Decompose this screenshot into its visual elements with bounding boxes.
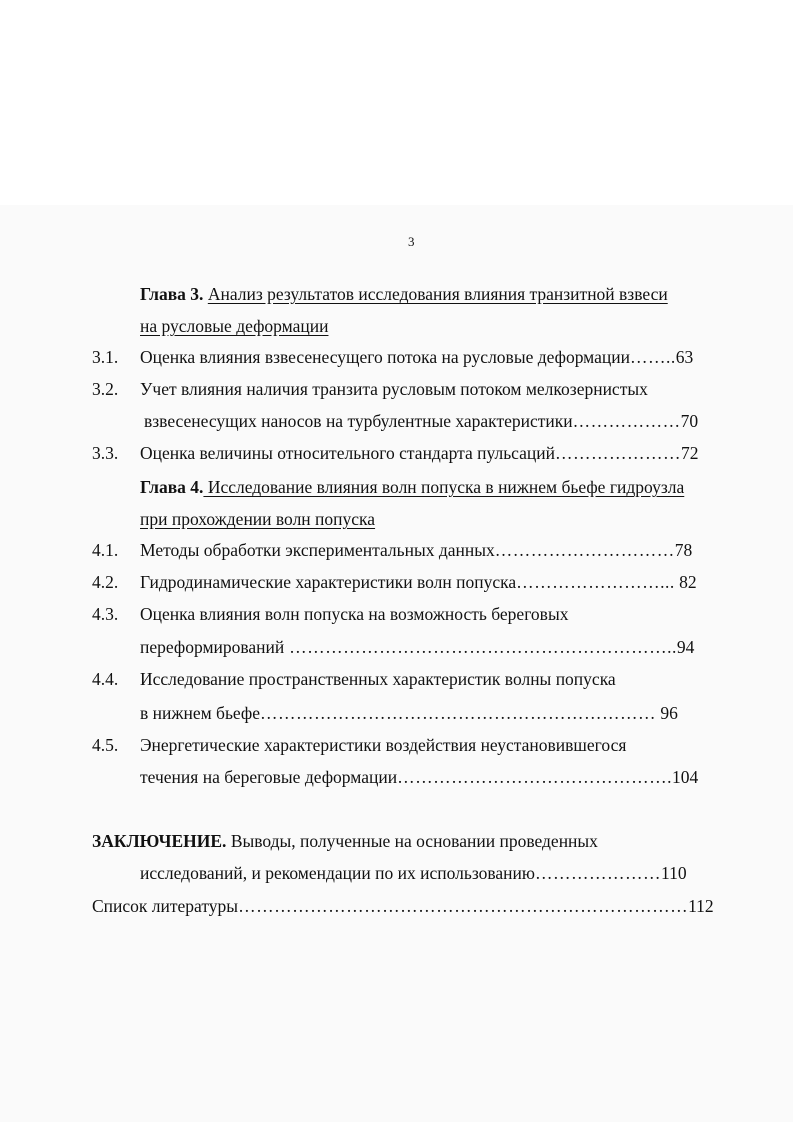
toc-item-number: 3.1.: [92, 347, 119, 367]
conclusion-page: 110: [660, 863, 687, 883]
toc-dots: …………………………………………………………………: [238, 896, 689, 916]
toc-item-number: 4.3.: [92, 604, 119, 624]
chapter3-label: Глава 3.: [140, 284, 204, 304]
toc-item-number: 4.1.: [92, 540, 119, 560]
toc-item-number: 3.2.: [92, 379, 119, 399]
toc-dots: …………………: [555, 443, 682, 463]
chapter4-title-line2: при прохождении волн попуска: [140, 509, 376, 529]
toc-item[interactable]: [140, 442, 699, 464]
toc-item-text-cont: взвесенесущих наносов на турбулентные характеристики: [144, 411, 573, 431]
toc-item-text[interactable]: Оценка влияния волн попуска на возможность береговых: [140, 604, 569, 624]
toc-item-text: Оценка величины относительного стандарта пульсаций: [140, 443, 556, 463]
toc-dots: ………………: [572, 411, 681, 431]
toc-item-text[interactable]: Энергетические характеристики воздействия неустановившегося: [140, 735, 627, 755]
toc-item-page: 63: [675, 347, 694, 367]
toc-dots: ………………………………………………………..: [284, 637, 677, 657]
conclusion-text: Выводы, полученные на основании проведенных: [226, 831, 598, 851]
toc-item-page: 94: [676, 637, 695, 657]
references-item[interactable]: [92, 895, 714, 917]
toc-dots: …………………………………………………………: [260, 703, 657, 723]
chapter3-title-line2: на русловые деформации: [140, 316, 329, 336]
toc-item[interactable]: [140, 702, 678, 724]
chapter3-title-line1: Анализ результатов исследования влияния транзитной взвеси: [207, 284, 668, 304]
toc-item-number: 4.2.: [92, 572, 119, 592]
toc-item[interactable]: [140, 571, 697, 593]
conclusion-heading[interactable]: [92, 830, 598, 852]
toc-item-text[interactable]: Учет влияния наличия транзита русловым потоком мелкозернистых: [140, 379, 648, 399]
toc-item[interactable]: [140, 346, 693, 368]
toc-item[interactable]: [140, 862, 687, 884]
toc-item[interactable]: [140, 766, 698, 788]
toc-item[interactable]: [140, 636, 694, 658]
scanned-page-area: [0, 205, 793, 1122]
toc-item-page: 96: [656, 703, 678, 723]
references-text: Список литературы: [92, 896, 239, 916]
toc-item-number: 4.5.: [92, 735, 119, 755]
toc-dots: ……..: [630, 347, 676, 367]
toc-dots: ……………………...: [516, 572, 675, 592]
toc-item-page: 78: [674, 540, 693, 560]
toc-item-text-cont: в нижнем бьефе: [140, 703, 261, 723]
toc-item-number: 3.3.: [92, 443, 119, 463]
references-page: 112: [688, 896, 714, 916]
toc-item-text: Оценка влияния взвесенесущего потока на русловые деформации: [140, 347, 630, 367]
toc-item-page: 70: [680, 411, 699, 431]
toc-item-page: 82: [674, 572, 697, 592]
toc-item-page: 72: [681, 443, 699, 463]
chapter4-label: Глава 4.: [140, 477, 204, 497]
chapter4-title-line1: Исследование влияния волн попуска в нижнем бьефе гидроузла: [203, 477, 685, 497]
toc-item-text: Методы обработки экспериментальных данных: [140, 540, 495, 560]
toc-dots: …………………………: [494, 540, 675, 560]
toc-item-number: 4.4.: [92, 669, 119, 689]
toc-item-text-cont: течения на береговые деформации: [140, 767, 398, 787]
chapter4-heading: [140, 476, 684, 498]
toc-item-text[interactable]: Исследование пространственных характеристик волны попуска: [140, 669, 616, 689]
page-number: 3: [408, 234, 415, 249]
toc-item-page: 104: [671, 767, 699, 787]
toc-dots: ……………………………………….: [397, 767, 672, 787]
toc-dots: …………………: [534, 863, 661, 883]
toc-item[interactable]: [144, 410, 698, 432]
toc-item-text: Гидродинамические характеристики волн попуска: [140, 572, 517, 592]
conclusion-text-cont: исследований, и рекомендации по их использованию: [140, 863, 535, 883]
conclusion-label: ЗАКЛЮЧЕНИЕ.: [92, 831, 227, 851]
chapter3-heading: [140, 283, 668, 305]
toc-item[interactable]: [140, 539, 692, 561]
toc-item-text-cont: переформирований: [140, 637, 285, 657]
